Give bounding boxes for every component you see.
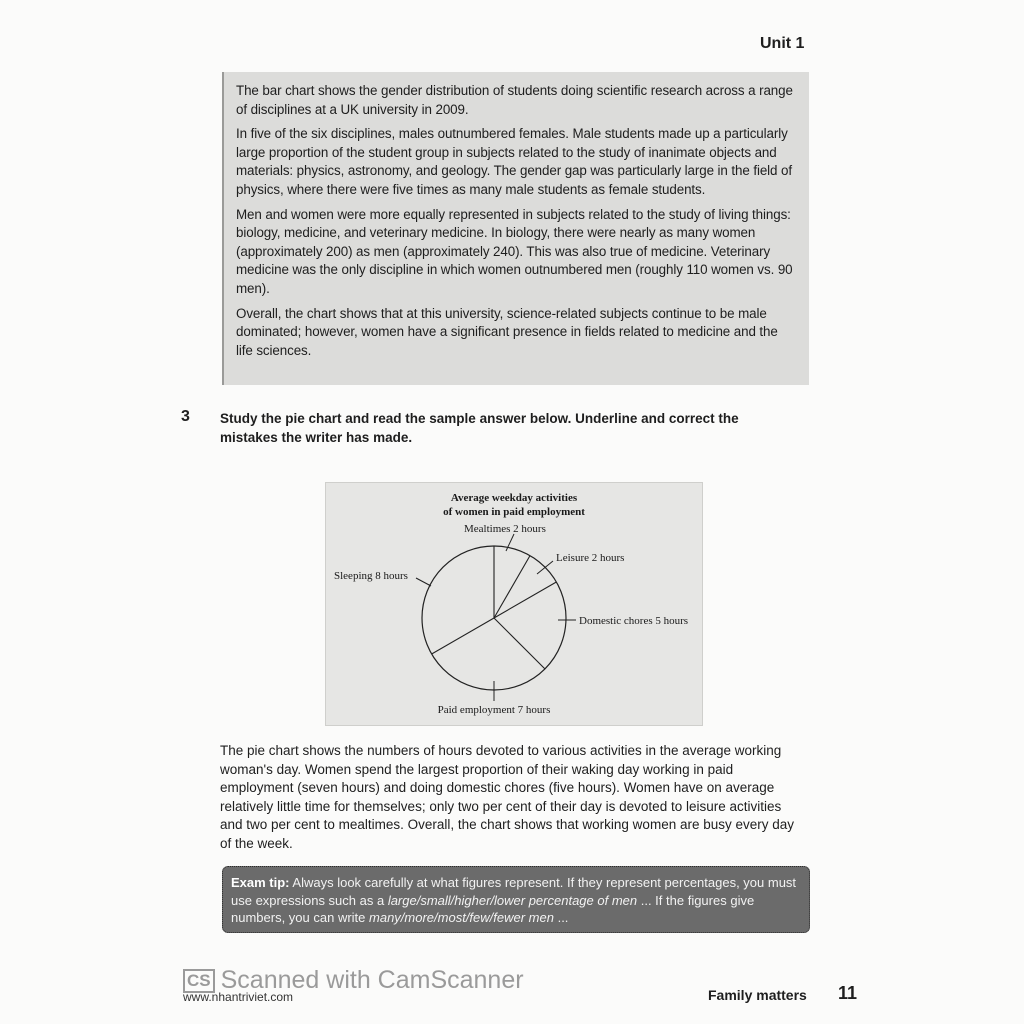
footer-title: Family matters bbox=[708, 987, 807, 1003]
exam-tip-text: ... bbox=[553, 910, 569, 925]
question-text: Study the pie chart and read the sample answer below. Underline and correct the mistakes the writer has made. bbox=[220, 411, 739, 445]
exam-tip-italic: large/small/higher/lower percentage of men bbox=[387, 892, 638, 908]
slice-label-sleeping: Sleeping 8 hours bbox=[334, 570, 408, 582]
camscanner-logo: CS bbox=[183, 969, 215, 993]
watermark-text: Scanned with CamScanner bbox=[220, 966, 524, 994]
exam-tip-italic: many/more/most/few/fewer men bbox=[369, 910, 554, 925]
slice-label-domestic: Domestic chores 5 hours bbox=[579, 615, 689, 627]
slice-label-leisure: Leisure 2 hours bbox=[556, 552, 625, 564]
website-url: www.nhantriviet.com bbox=[183, 990, 294, 1004]
slice-boundary-paid-employment bbox=[494, 618, 545, 669]
leader-line bbox=[416, 578, 431, 586]
pie-chart bbox=[325, 482, 703, 726]
slice-boundary-leisure bbox=[494, 556, 530, 618]
slice-label-mealtimes: Mealtimes 2 hours bbox=[464, 523, 546, 535]
paragraph: Overall, the chart shows that at this university, science-related subjects continue to be male dominated; however, women have a significant presence in fields related to medicine and the life sciences. bbox=[236, 305, 778, 358]
exam-tip-box bbox=[222, 866, 810, 933]
unit-label: Unit 1 bbox=[760, 35, 805, 52]
exam-tip-label: Exam tip: bbox=[231, 875, 290, 890]
question-number: 3 bbox=[181, 408, 190, 425]
chart-title-line-1: Average weekday activities bbox=[450, 492, 578, 504]
leader-line bbox=[537, 561, 553, 574]
paragraph: Men and women were more equally represented in subjects related to the study of living things: biology, medicine, and veterinary medicine. In biology, there were nearly as many women (approximately 200) as men (approximately 240). This was also true of medicine. Veterinary medicine was the only discipline in which women outnumbered men (roughly 110 women vs. 90 men). bbox=[236, 206, 793, 296]
sample-text-box bbox=[222, 72, 809, 385]
pie-chart-svg bbox=[326, 483, 702, 725]
page-number: 11 bbox=[838, 983, 858, 1003]
paragraph: The bar chart shows the gender distribution of students doing scientific research across a range of disciplines at a UK university in 2009. bbox=[236, 83, 793, 117]
exam-tip-text: ... If the figures give numbers, you can write bbox=[231, 892, 755, 925]
slice-boundary-domestic-chores bbox=[494, 582, 556, 618]
slice-label-paid-employment: Paid employment 7 hours bbox=[437, 704, 551, 716]
exam-tip-text: Always look carefully at what figures represent. If they represent percentages, you must use expressions such as a bbox=[231, 875, 797, 908]
slice-boundary-sleeping bbox=[432, 618, 494, 654]
paragraph: In five of the six disciplines, males outnumbered females. Male students made up a particularly large proportion of the student group in subjects related to the study of inanimate objects and materials: physics, astronomy, and geology. The gender gap was particularly large in the field of physics, where there were five times as many male students as female students. bbox=[236, 126, 792, 197]
sample-answer bbox=[220, 742, 795, 854]
chart-title-line-2: of women in paid employment bbox=[443, 506, 585, 518]
answer-text: The pie chart shows the numbers of hours devoted to various activities in the average working woman's day. Women spend the largest proportion of their waking day working in paid employment (seven hours) and doing domestic chores (five hours). Women have on average relatively little time for themselves; only two per cent of their day is devoted to leisure activities and two per cent to mealtimes. Overall, the chart shows that working women are busy every day of the week. bbox=[220, 743, 795, 851]
